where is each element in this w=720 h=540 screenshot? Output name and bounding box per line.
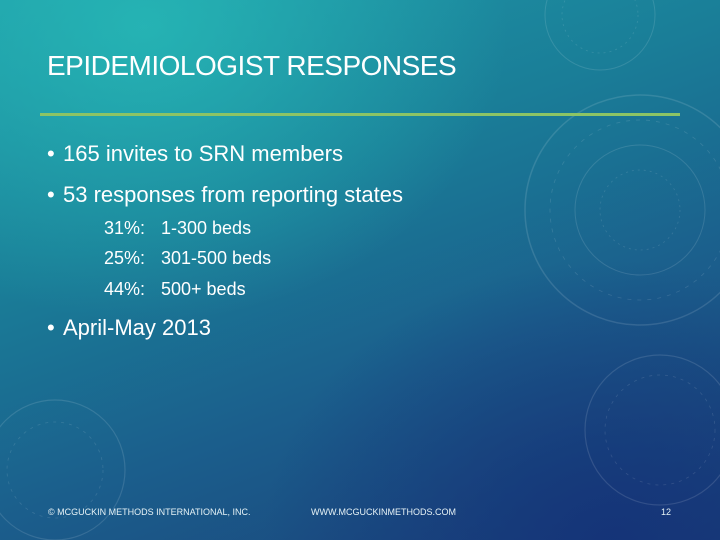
bullet-responses	[47, 182, 403, 208]
sub-item-label: 500+ beds	[161, 279, 246, 299]
bullet-invites	[47, 141, 343, 167]
bullet-date	[47, 315, 211, 341]
sub-item-percent: 44%:	[104, 279, 146, 299]
sub-item-percent: 31%:	[104, 218, 146, 238]
sub-item-medium-hospitals	[104, 248, 271, 269]
footer-website: WWW.MCGUCKINMETHODS.COM	[311, 507, 456, 517]
footer-page-number: 12	[661, 507, 672, 517]
bullet-text: 53 responses from reporting states	[63, 182, 403, 207]
bullet-text: 165 invites to SRN members	[63, 141, 343, 166]
sub-item-large-hospitals	[104, 279, 246, 300]
bullet-marker: •	[47, 182, 55, 207]
sub-item-small-hospitals	[104, 218, 251, 239]
footer-copyright: © MCGUCKIN METHODS INTERNATIONAL, INC.	[48, 507, 251, 517]
sub-item-percent: 25%:	[104, 248, 146, 268]
title-divider	[40, 113, 680, 116]
sub-item-label: 1-300 beds	[161, 218, 252, 238]
sub-item-label: 301-500 beds	[161, 248, 272, 268]
bullet-marker: •	[47, 315, 55, 340]
slide-title: EPIDEMIOLOGIST RESPONSES	[47, 50, 457, 81]
bullet-text: April-May 2013	[63, 315, 211, 340]
bullet-marker: •	[47, 141, 55, 166]
